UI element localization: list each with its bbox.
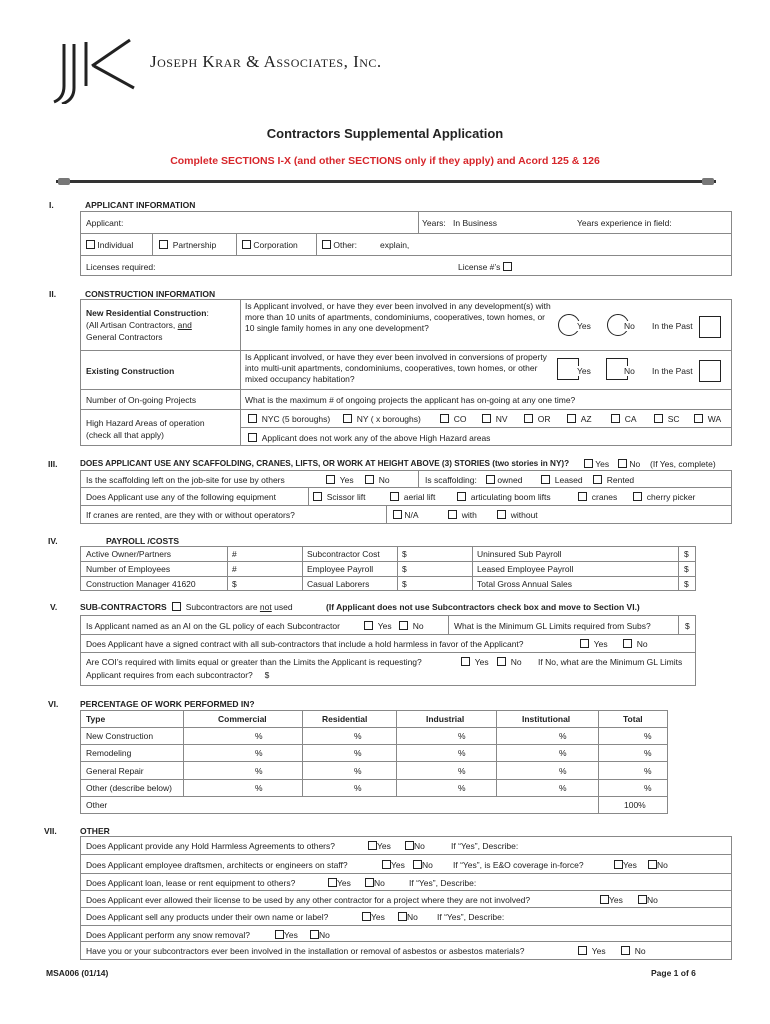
employees-label: Number of Employees [86,564,171,574]
row-other-describe: Other (describe below) [86,783,172,793]
section-1-number: I. [49,200,54,210]
dollar-symbol: $ [232,579,237,589]
new-res-past-label: In the Past [652,321,693,331]
is-scaffold-label: Is scaffolding: [425,475,477,485]
employee-payroll-label: Employee Payroll [307,564,374,574]
col-total: Total [623,714,643,724]
hh-yes[interactable]: Yes [580,639,608,649]
equip-cranes[interactable]: cranes [578,492,617,502]
scaffold-leased[interactable]: Leased [541,475,583,485]
hash-symbol: # [232,564,237,574]
q7-yes[interactable]: Yes [578,946,606,956]
no-hazard-option[interactable]: Applicant does not work any of the above High Hazard areas [248,433,490,443]
in-business-label: In Business [453,218,497,228]
q-snow-removal: Does Applicant perform any snow removal? [86,930,250,940]
corporation-checkbox[interactable] [242,240,251,249]
individual-checkbox[interactable] [86,240,95,249]
dollar-symbol: $ [402,549,407,559]
q3-yes[interactable]: Yes [328,878,351,888]
new-res-yes-label: Yes [577,321,591,331]
explain-label: explain, [380,240,410,250]
area-wa[interactable]: WA [694,414,721,424]
s3-if-yes: (If Yes, complete) [650,459,716,469]
subs-note: (If Applicant does not use Subcontractors check box and move to Section VI.) [326,602,640,612]
dollar-symbol: $ [402,564,407,574]
col-industrial: Industrial [426,714,465,724]
no-hazard-checkbox [248,433,257,442]
q6-yes[interactable]: Yes [275,930,298,940]
pct-cell: % [255,766,263,776]
subs-not-used-checkbox [172,602,181,611]
ongoing-projects-label: Number of On-going Projects [86,395,197,405]
dollar-symbol: $ [684,564,689,574]
q3-no[interactable]: No [365,878,385,888]
area-checkbox [482,414,491,423]
pct-cell: % [559,766,567,776]
pct-cell: % [354,783,362,793]
pct-cell: % [644,766,652,776]
q2-yes[interactable]: Yes [382,860,405,870]
pct-cell: % [458,766,466,776]
section-6-number: VI. [48,699,59,709]
scaffold-left-yes[interactable]: Yes [326,475,354,485]
section-7-number: VII. [44,826,57,836]
area-nyc5[interactable]: NYC (5 boroughs) [248,414,330,424]
q2-no[interactable]: No [413,860,433,870]
construction-manager-label: Construction Manager 41620 [86,579,196,589]
dollar-symbol: $ [684,549,689,559]
operators-label: If cranes are rented, are they with or without operators? [86,510,295,520]
total-100: 100% [624,800,646,810]
new-res-no-label: No [624,321,635,331]
gross-sales-label: Total Gross Annual Sales [477,579,572,589]
s3-no[interactable]: No [618,459,640,469]
pct-cell: % [559,783,567,793]
q-hold-harmless: Does Applicant provide any Hold Harmless Agreements to others? [86,841,335,851]
hold-harmless-question: Does Applicant have a signed contract with all sub-contractors that include a hold harmless in favor of the Applicant? [86,639,524,649]
subs-not-used[interactable]: Subcontractors are not used [172,602,293,612]
new-residential-question: Is Applicant involved, or have they ever been involved in any development(s) with more than 10 units of apartments, condominiums, cooperatives, town homes, or 10 single family homes in any one development? [245,301,551,333]
section-7-title: OTHER [80,826,110,836]
q1-describe: If “Yes”, Describe: [451,841,519,851]
existing-yes-label: Yes [577,366,591,376]
q2-eo: If “Yes”, is E&O coverage in-force? [453,860,584,870]
existing-past-checkbox[interactable] [699,360,721,382]
q1-no[interactable]: No [405,841,425,851]
row-other: Other [86,800,108,810]
sub-cost-label: Subcontractor Cost [307,549,380,559]
ongoing-projects-question: What is the maximum # of ongoing projects the applicant has on-going at any one time? [245,395,576,405]
coi-min-label: If No, what are the Minimum GL Limits [538,657,683,667]
existing-construction-label: Existing Construction [86,366,175,376]
area-checkbox [694,414,703,423]
area-or[interactable]: OR [524,414,550,424]
coi-yes[interactable]: Yes [461,657,489,667]
min-gl-label: What is the Minimum GL Limits required from Subs? [454,621,651,631]
pct-cell: % [354,731,362,741]
pct-cell: % [255,748,263,758]
scaffold-left-label: Is the scaffolding left on the job-site for use by others [86,475,285,485]
pct-cell: % [644,783,652,793]
q-loan-equipment: Does Applicant loan, lease or rent equipment to others? [86,878,296,888]
equipment-label: Does Applicant use any of the following equipment [86,492,276,502]
logo-monogram-icon [50,38,138,104]
equip-boom[interactable]: articulating boom lifts [457,492,551,502]
q4-no[interactable]: No [638,895,658,905]
header-divider [56,178,716,185]
q2b-yes[interactable]: Yes [614,860,637,870]
section-1-title: APPLICANT INFORMATION [85,200,196,210]
existing-no-label: No [624,366,635,376]
area-checkbox [440,414,449,423]
area-checkbox [567,414,576,423]
pct-cell: % [255,783,263,793]
area-checkbox [611,414,620,423]
section-4-number: IV. [48,536,58,546]
scaffold-owned[interactable]: owned [486,475,522,485]
q4-yes[interactable]: Yes [600,895,623,905]
q6-no[interactable]: No [310,930,330,940]
page-number: Page 1 of 6 [651,968,696,978]
scaffold-left-no[interactable]: No [365,475,390,485]
col-residential: Residential [322,714,368,724]
pct-cell: % [644,731,652,741]
pct-cell: % [354,766,362,776]
license-number-label: License #’s [458,262,512,272]
q7-no[interactable]: No [621,946,646,956]
company-logo [50,38,138,104]
hazard-sublabel: (check all that apply) [86,430,164,440]
s3-yes-checkbox [584,459,593,468]
ai-question: Is Applicant named as an AI on the GL policy of each Subcontractor [86,621,340,631]
licenses-label: Licenses required: [86,262,156,272]
pct-cell: % [255,731,263,741]
company-name: Joseph Krar & Associates, Inc. [150,52,382,71]
row-general-repair: General Repair [86,766,144,776]
pct-cell: % [458,731,466,741]
section-6-title: PERCENTAGE OF WORK PERFORMED IN? [80,699,255,709]
q-products: Does Applicant sell any products under their own name or label? [86,912,329,922]
hash-symbol: # [232,549,237,559]
section-4-title: PAYROLL /COSTS [106,536,180,546]
section-3-number: III. [48,459,58,469]
existing-yes-checkbox[interactable] [557,358,579,380]
page-title: Contractors Supplemental Application [266,126,504,141]
hazard-label: High Hazard Areas of operation [86,418,205,428]
other-option[interactable]: Other: [322,240,357,250]
work-percentage-table [80,710,668,814]
page-subtitle: Complete SECTIONS I-X (and other SECTIONS only if they apply) and Acord 125 & 126 [170,155,600,167]
col-institutional: Institutional [522,714,571,724]
area-checkbox [654,414,663,423]
casual-laborers-label: Casual Laborers [307,579,370,589]
area-nyx[interactable]: NY ( x boroughs) [343,414,421,424]
area-sc[interactable]: SC [654,414,680,424]
s3-no-checkbox [618,459,627,468]
row-remodeling: Remodeling [86,748,132,758]
ai-no[interactable]: No [399,621,424,631]
area-nv[interactable]: NV [482,414,508,424]
new-residential-sub2: General Contractors [86,332,163,342]
new-res-past-checkbox[interactable] [699,316,721,338]
q-draftsmen: Does Applicant employee draftsmen, architects or engineers on staff? [86,860,348,870]
area-checkbox [343,414,352,423]
partnership-checkbox[interactable] [159,240,168,249]
area-checkbox [248,414,257,423]
area-co[interactable]: CO [440,414,466,424]
coi-no[interactable]: No [497,657,522,667]
row-new-construction: New Construction [86,731,154,741]
coi-question-2: Applicant requires from each subcontractor? $ [86,670,270,680]
section-2-number: II. [49,289,57,299]
equip-cherry[interactable]: cherry picker [633,492,695,502]
uninsured-sub-label: Uninsured Sub Payroll [477,549,562,559]
corporation-option[interactable]: Corporation [242,240,298,250]
hh-no[interactable]: No [623,639,648,649]
q2b-no[interactable]: No [648,860,668,870]
dollar-symbol: $ [402,579,407,589]
pct-cell: % [354,748,362,758]
q1-yes[interactable]: Yes [368,841,391,851]
section-2-title: CONSTRUCTION INFORMATION [85,289,216,299]
area-az[interactable]: AZ [567,414,592,424]
other-checkbox[interactable] [322,240,331,249]
owner-partners-label: Active Owner/Partners [86,549,172,559]
area-ca[interactable]: CA [611,414,637,424]
q3-describe: If “Yes”, Describe: [409,878,477,888]
operators-without[interactable]: without [497,510,538,520]
coi-question: Are COI’s required with limits equal or greater than the Limits the Applicant is requesting? [86,657,422,667]
pct-cell: % [644,748,652,758]
individual-option[interactable]: Individual [86,240,133,250]
col-type: Type [86,714,106,724]
pct-cell: % [458,748,466,758]
new-residential-sub: (All Artisan Contractors, and [86,320,192,330]
ai-yes[interactable]: Yes [364,621,392,631]
section-3-title: DOES APPLICANT USE ANY SCAFFOLDING, CRANES, LIFTS, OR WORK AT HEIGHT ABOVE (3) STORIES (two stories in NY)? [80,459,570,468]
existing-construction-question: Is Applicant involved, or have they ever been involved in conversions of property into multi-unit apartments, condominiums, cooperatives, town homes, or other mixed occupancy habitation? [245,352,547,384]
section-5-number: V. [50,602,58,612]
q-asbestos: Have you or your subcontractors ever been involved in the installation or removal of asbestos or asbestos materials? [86,946,525,956]
dollar-symbol: $ [685,621,690,631]
years-label: Years: [422,218,446,228]
existing-past-label: In the Past [652,366,693,376]
form-code: MSA006 (01/14) [46,968,109,978]
q5-describe: If “Yes”, Describe: [437,912,505,922]
col-commercial: Commercial [218,714,267,724]
leased-employee-label: Leased Employee Payroll [477,564,574,574]
q5-no[interactable]: No [398,912,418,922]
dollar-symbol: $ [684,579,689,589]
license-checkbox[interactable] [503,262,512,271]
section-5-title: SUB-CONTRACTORS [80,602,167,612]
partnership-option[interactable]: Partnership [159,240,216,250]
svg-text:JK: JK [50,38,52,39]
area-checkbox [524,414,533,423]
operators-na[interactable]: N/A [393,510,419,520]
operators-with[interactable]: with [448,510,477,520]
scaffold-rented[interactable]: Rented [593,475,634,485]
q-license-used: Does Applicant ever allowed their license to be used by any other contractor for a project where they are not involved? [86,895,531,905]
equip-scissor[interactable]: Scissor lift [313,492,365,502]
years-experience-label: Years experience in field: [577,218,672,228]
s3-yes[interactable]: Yes [584,459,609,469]
pct-cell: % [559,748,567,758]
pct-cell: % [559,731,567,741]
new-residential-title: New Residential Construction: [86,308,209,318]
equip-aerial[interactable]: aerial lift [390,492,435,502]
pct-cell: % [458,783,466,793]
applicant-label: Applicant: [86,218,124,228]
q5-yes[interactable]: Yes [362,912,385,922]
